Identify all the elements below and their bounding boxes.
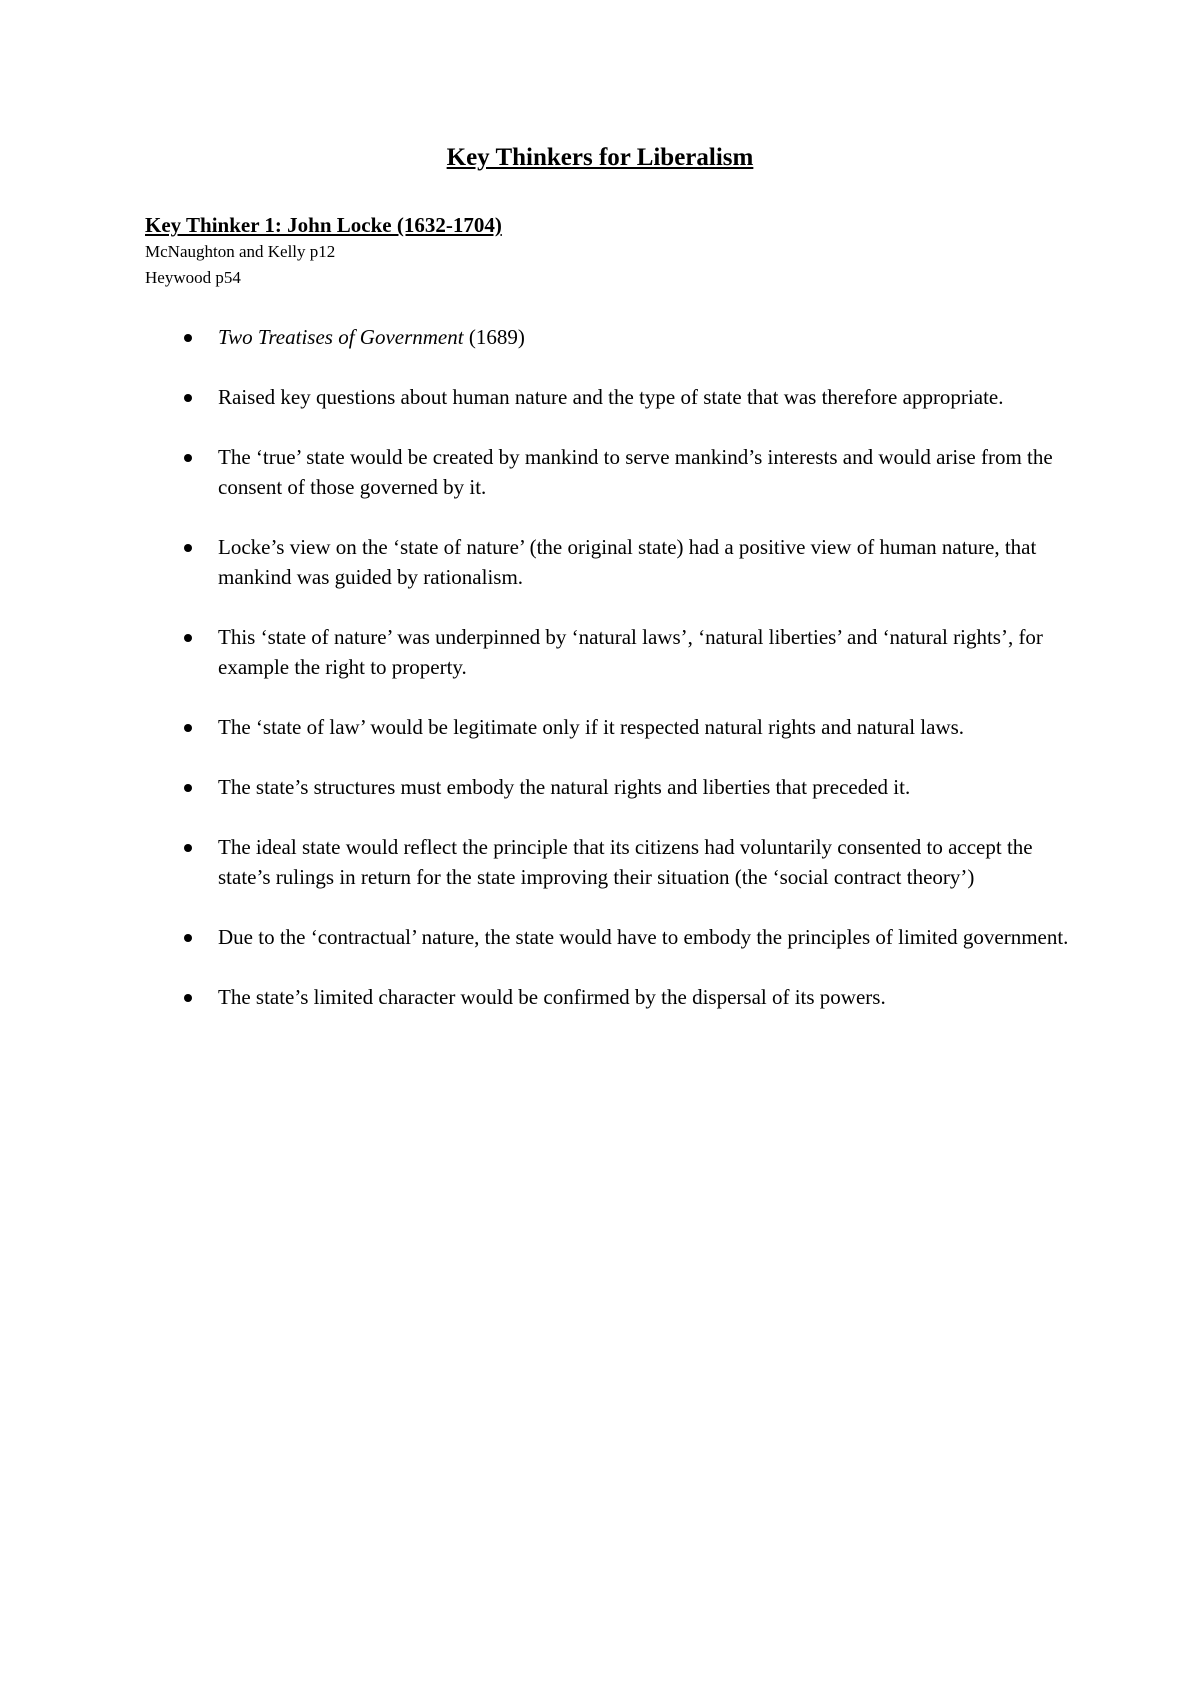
bullet-item [145,772,1075,802]
bullet-text: (1689) [463,325,525,349]
bullet-icon [184,544,192,552]
bullet-text: Locke’s view on the ‘state of nature’ (the original state) had a positive view of human nature, that mankind was guided by rationalism. [218,535,1037,589]
reference-line: McNaughton and Kelly p12 [145,242,336,261]
bullet-icon [184,394,192,402]
bullet-item [145,622,1075,682]
bullet-icon [184,844,192,852]
bullet-text: The ‘true’ state would be created by mankind to serve mankind’s interests and would arise from the consent of those governed by it. [218,445,1053,499]
bullet-item [145,442,1075,502]
bullet-text: Raised key questions about human nature and the type of state that was therefore appropriate. [218,385,1004,409]
bullet-icon [184,334,192,342]
bullet-text: The state’s structures must embody the natural rights and liberties that preceded it. [218,775,911,799]
bullet-icon [184,994,192,1002]
bullet-icon [184,454,192,462]
bullet-item [145,712,1075,742]
bullet-item [145,982,1075,1012]
bullet-text: The ideal state would reflect the principle that its citizens had voluntarily consented to accept the state’s rulings in return for the state improving their situation (the ‘social contract theory’) [218,835,1033,889]
document-title: Key Thinkers for Liberalism [446,144,754,171]
bullet-text: Due to the ‘contractual’ nature, the state would have to embody the principles of limited government. [218,925,1069,949]
bullet-icon [184,724,192,732]
bullet-icon [184,784,192,792]
bullet-text: This ‘state of nature’ was underpinned by ‘natural laws’, ‘natural liberties’ and ‘natural rights’, for example the right to property. [218,625,1043,679]
bullet-item [145,382,1075,412]
bullet-item [145,922,1075,952]
bullet-list [145,322,1075,1042]
bullet-item [145,532,1075,592]
bullet-item [145,322,1075,352]
bullet-icon [184,634,192,642]
reference-line: Heywood p54 [145,268,241,287]
section-heading: Key Thinker 1: John Locke (1632-1704) [145,213,502,237]
bullet-icon [184,934,192,942]
bullet-text: The ‘state of law’ would be legitimate only if it respected natural rights and natural laws. [218,715,965,739]
book-title: Two Treatises of Government [218,325,464,349]
bullet-item [145,832,1075,892]
bullet-text: The state’s limited character would be confirmed by the dispersal of its powers. [218,985,886,1009]
